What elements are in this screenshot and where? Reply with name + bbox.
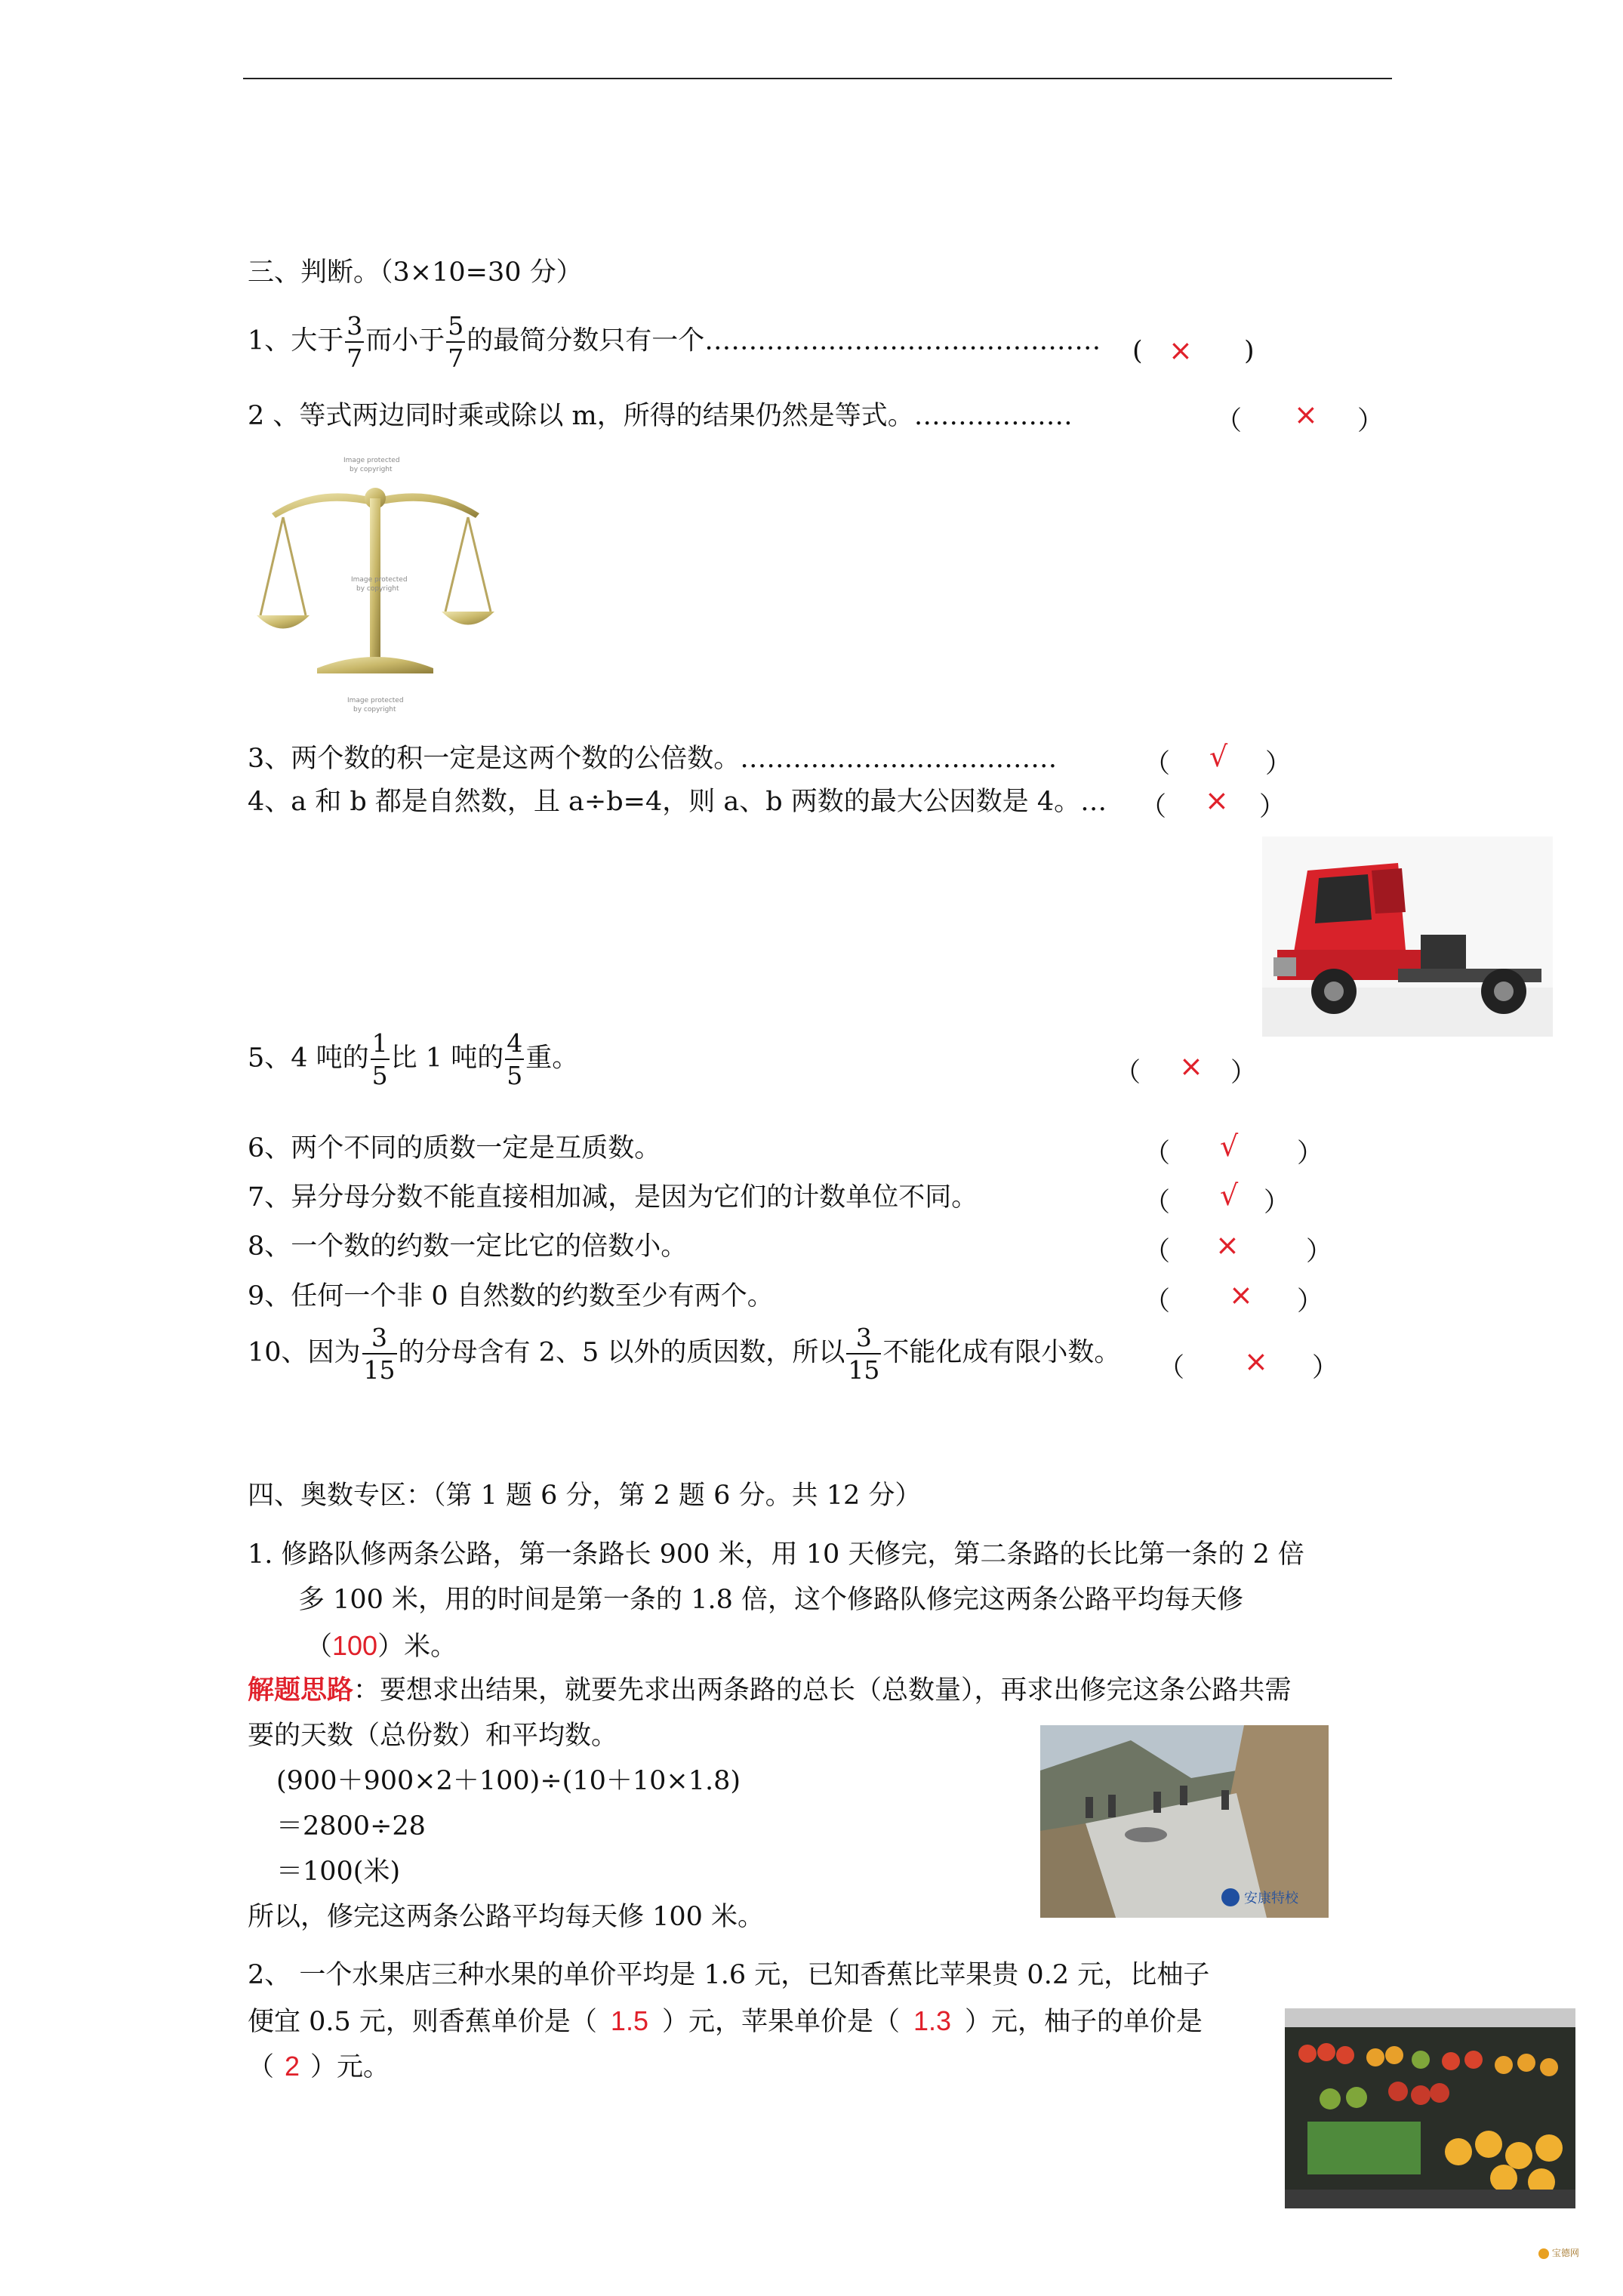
scale-watermark-top: Image protected xyxy=(343,457,400,464)
fraction-3-7: $\frac{3}{7}$ xyxy=(346,311,363,373)
item-8-answer: × xyxy=(1215,1228,1240,1262)
item-10-answer: × xyxy=(1244,1345,1268,1378)
judgment-item-6: 6、两个不同的质数一定是互质数。 xyxy=(248,1133,661,1163)
item-3-close-paren: ） xyxy=(1265,749,1292,779)
fraction-3-15-a: $\frac{3}{15}$ xyxy=(363,1323,396,1385)
item-7-open-paren: （ xyxy=(1144,1188,1171,1218)
judgment-item-3: 3、两个数的积一定是这两个数的公倍数。……………………………… xyxy=(248,744,1058,774)
item-10-close-paren: ） xyxy=(1312,1353,1339,1383)
q1-hint-line2: 要的天数（总份数）和平均数。 xyxy=(248,1721,618,1751)
svg-text:by copyright: by copyright xyxy=(353,706,396,713)
item-1-answer: × xyxy=(1169,334,1193,367)
q1-calc2: ＝2800÷28 xyxy=(276,1811,426,1841)
svg-text:by copyright: by copyright xyxy=(350,466,393,473)
item-2-answer: × xyxy=(1294,398,1318,431)
item-9-answer: × xyxy=(1229,1278,1253,1311)
q2-answer-apple: 1.3 xyxy=(913,2005,952,2036)
q1-line2: 多 100 米，用的时间是第一条的 1.8 倍，这个修路队修完这两条公路平均每天修 xyxy=(298,1585,1243,1615)
q1-calc3: ＝100(米) xyxy=(276,1857,401,1887)
q2-line1: 2、 一个水果店三种水果的单价平均是 1.6 元，已知香蕉比苹果贵 0.2 元，比柚子 xyxy=(248,1960,1210,1990)
judgment-item-10 xyxy=(248,1323,1121,1385)
item-5-mid: 比 1 吨的 xyxy=(390,1043,504,1074)
item-7-answer: √ xyxy=(1220,1179,1239,1212)
judgment-item-4: 4、a 和 b 都是自然数，且 a÷b=4，则 a、b 两数的最大公因数是 4。… xyxy=(248,787,1107,817)
item-6-close-paren: ） xyxy=(1297,1139,1324,1169)
item-1-post: 的最简分数只有一个……………………………………… xyxy=(467,325,1101,356)
judgment-item-1 xyxy=(248,313,1101,371)
item-5-open-paren: （ xyxy=(1114,1058,1141,1088)
q2-answer-banana: 1.5 xyxy=(610,2005,648,2036)
judgment-item-2: 2 、等式两边同时乘或除以 m，所得的结果仍然是等式。……………… xyxy=(248,401,1073,431)
item-3-answer: √ xyxy=(1209,740,1228,773)
judgment-item-8: 8、一个数的约数一定比它的倍数小。 xyxy=(248,1231,688,1262)
item-8-open-paren: （ xyxy=(1144,1237,1171,1267)
section4-title: 四、奥数专区：（第 1 题 6 分，第 2 题 6 分。共 12 分） xyxy=(248,1481,922,1511)
item-10-pre: 10、因为 xyxy=(248,1337,361,1368)
balance-scale-image xyxy=(249,453,502,717)
item-7-close-paren: ） xyxy=(1264,1188,1291,1218)
road-logo-text: 安康特校 xyxy=(1244,1891,1298,1906)
item-5-pre: 5、4 吨的 xyxy=(248,1043,369,1074)
truck-image xyxy=(1262,837,1553,1037)
q2-answer-pomelo: 2 xyxy=(285,2051,300,2082)
item-9-close-paren: ） xyxy=(1297,1287,1324,1317)
header-rule xyxy=(243,78,1392,79)
section3-title: 三、判断。（3×10=30 分） xyxy=(248,257,583,288)
q1-conclusion: 所以，修完这两条公路平均每天修 100 米。 xyxy=(248,1902,765,1932)
item-1-open-paren: ( xyxy=(1132,336,1143,366)
item-6-open-paren: （ xyxy=(1144,1139,1171,1169)
judgment-item-5 xyxy=(248,1028,579,1090)
item-10-open-paren: （ xyxy=(1158,1353,1185,1383)
item-5-post: 重。 xyxy=(525,1043,579,1074)
fraction-5-7: $\frac{5}{7}$ xyxy=(448,311,464,373)
item-3-open-paren: （ xyxy=(1144,749,1171,779)
item-5-close-paren: ） xyxy=(1230,1058,1258,1088)
fraction-4-5: $\frac{4}{5}$ xyxy=(507,1028,523,1090)
judgment-item-9: 9、任何一个非 0 自然数的约数至少有两个。 xyxy=(248,1281,774,1311)
item-4-close-paren: ） xyxy=(1259,792,1286,822)
item-1-mid: 而小于 xyxy=(365,325,445,356)
item-6-answer: √ xyxy=(1220,1130,1239,1163)
hint-label: 解题思路 xyxy=(248,1675,354,1706)
judgment-item-7: 7、异分母分数不能直接相加减，是因为它们的计数单位不同。 xyxy=(248,1182,978,1213)
item-4-answer: × xyxy=(1205,784,1229,817)
item-5-answer: × xyxy=(1179,1049,1203,1083)
logo-icon xyxy=(1538,2248,1549,2259)
q2-line2: 便宜 0.5 元，则香蕉单价是（ 1.5 ）元，苹果单价是（ 1.3 ）元，柚子的单价是 xyxy=(248,2005,1203,2037)
q1-hint-line1: 解题思路：要想求出结果，就要先求出两条路的总长（总数量），再求出修完这条公路共需 xyxy=(248,1675,1292,1706)
item-4-open-paren: （ xyxy=(1140,792,1167,822)
item-10-mid: 的分母含有 2、5 以外的质因数，所以 xyxy=(398,1337,845,1368)
item-2-open-paren: （ xyxy=(1215,406,1243,436)
q1-answer: 100 xyxy=(332,1630,378,1661)
svg-text:Image protected: Image protected xyxy=(351,576,408,584)
item-8-close-paren: ） xyxy=(1306,1237,1333,1267)
item-1-close-paren: ) xyxy=(1244,336,1255,366)
item-1-pre: 1、大于 xyxy=(248,325,344,356)
q2-line3: （ 2 ）元。 xyxy=(248,2051,390,2082)
item-2-close-paren: ） xyxy=(1357,406,1384,436)
q1-line3: （100）米。 xyxy=(306,1630,457,1662)
item-9-open-paren: （ xyxy=(1144,1287,1171,1317)
svg-text:Image protected: Image protected xyxy=(347,697,404,704)
q1-calc1: (900＋900×2＋100)÷(10＋10×1.8) xyxy=(276,1766,741,1796)
q1-line1: 1. 修路队修两条公路，第一条路长 900 米，用 10 天修完，第二条路的长比第一条的 2 倍 xyxy=(248,1539,1304,1570)
svg-text:by copyright: by copyright xyxy=(356,585,399,593)
corner-logo: 宝德网 xyxy=(1538,2246,1579,2259)
fruit-store-image xyxy=(1285,2008,1575,2208)
fraction-3-15-b: $\frac{3}{15}$ xyxy=(848,1323,880,1385)
item-10-post: 不能化成有限小数。 xyxy=(882,1337,1121,1368)
road-construction-image xyxy=(1040,1725,1329,1918)
fraction-1-5: $\frac{1}{5}$ xyxy=(371,1028,388,1090)
